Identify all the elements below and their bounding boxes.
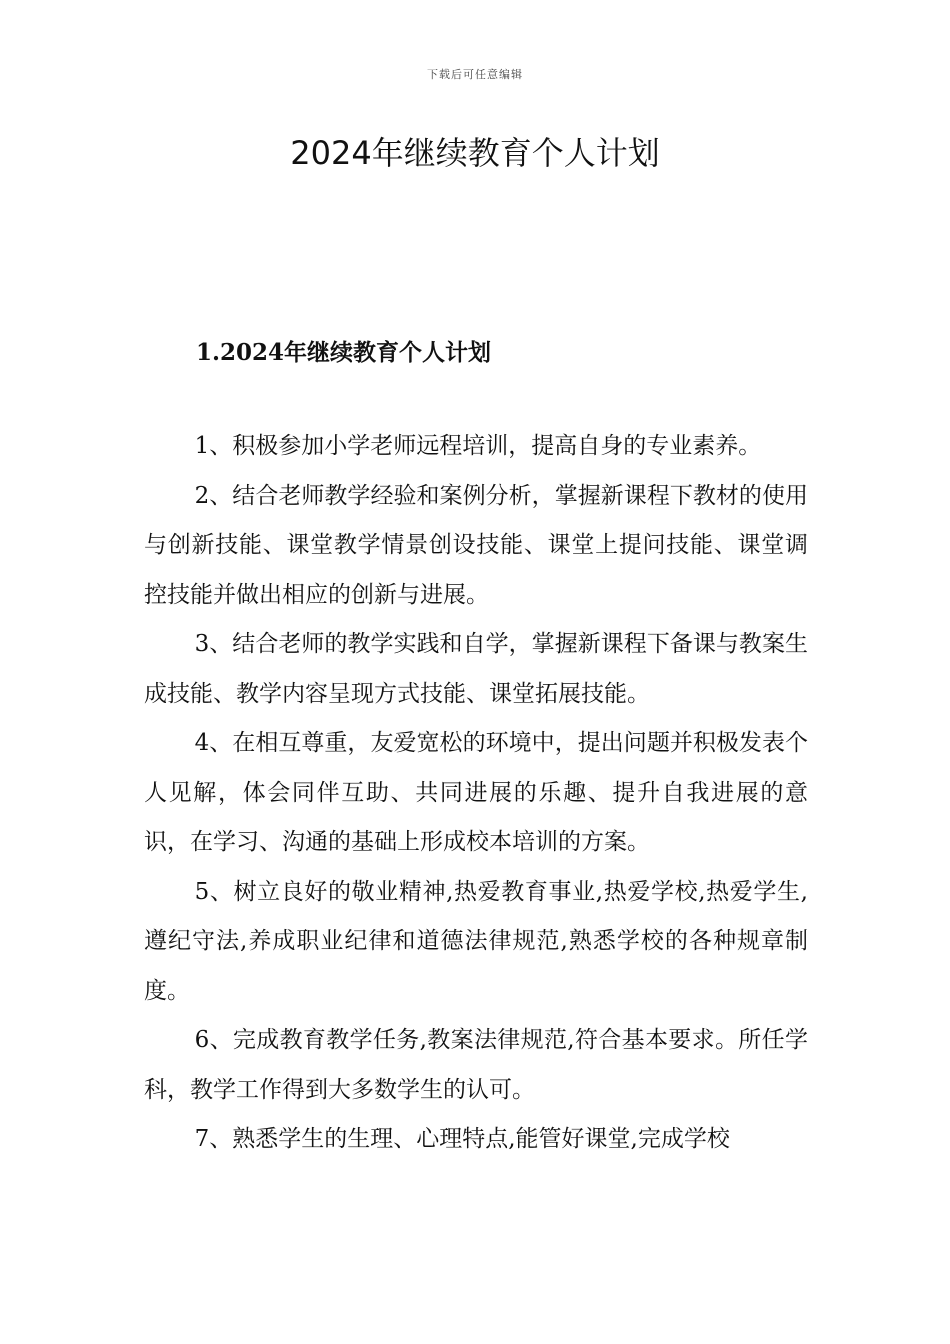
document-title: 2024年继续教育个人计划 — [290, 134, 660, 172]
section-heading: 1.2024年继续教育个人计划 — [196, 339, 492, 366]
paragraph-6: 6、完成教育教学任务,教案法律规范,符合基本要求。所任学科，教学工作得到大多数学生的认可。 — [144, 1027, 808, 1103]
paragraph-3: 3、结合老师的教学实践和自学，掌握新课程下备课与教案生成技能、教学内容呈现方式技能、课堂拓展技能。 — [144, 631, 808, 707]
paragraph-7: 7、熟悉学生的生理、心理特点,能管好课堂,完成学校 — [194, 1126, 730, 1152]
paragraph-1: 1、积极参加小学老师远程培训，提高自身的专业素养。 — [194, 433, 762, 459]
paragraph-5: 5、树立良好的敬业精神,热爱教育事业,热爱学校,热爱学生,遵纪守法,养成职业纪律和道德法律规范,熟悉学校的各种规章制度。 — [144, 878, 808, 1004]
paragraph-4: 4、在相互尊重，友爱宽松的环境中，提出问题并积极发表个人见解，体会同伴互助、共同进展的乐趣、提升自我进展的意识，在学习、沟通的基础上形成校本培训的方案。 — [144, 730, 808, 855]
paragraph-2: 2、结合老师教学经验和案例分析，掌握新课程下教材的使用与创新技能、课堂教学情景创设技能、课堂上提问技能、课堂调控技能并做出相应的创新与进展。 — [144, 482, 808, 608]
header-note: 下载后可任意编辑 — [427, 68, 523, 81]
document-body — [144, 422, 808, 1165]
